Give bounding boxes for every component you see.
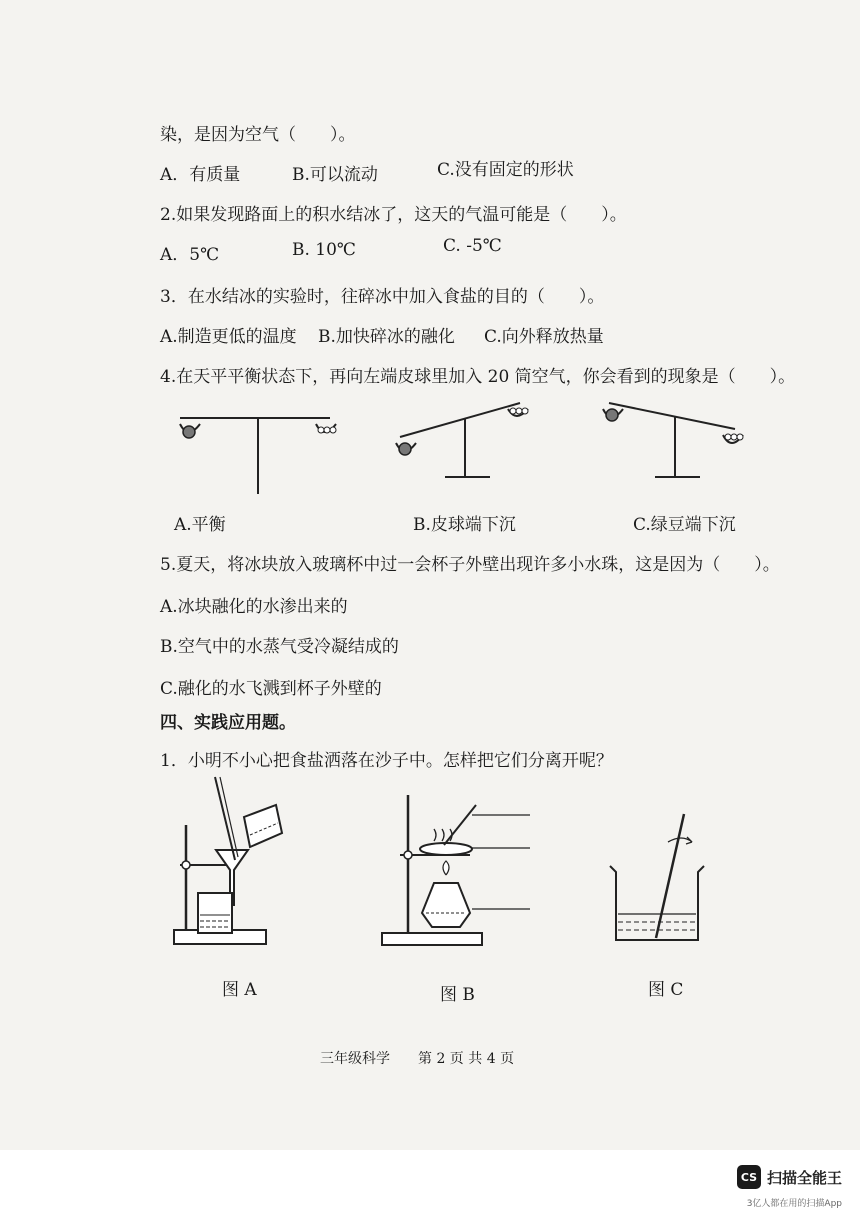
scanner-tagline: 3亿人都在用的扫描App [746,1199,842,1209]
option-c: C.融化的水飞溅到杯子外壁的 [160,679,382,699]
scanner-logo-icon: CS [737,1165,761,1189]
question-continuation: 染，是因为空气（ ）。 [160,125,356,145]
balance-figure-a [170,400,350,500]
question-2: 2.如果发现路面上的积水结冰了，这天的气温可能是（ ）。 [160,205,627,225]
figure-caption: 图 C [648,980,684,1000]
option-a: A．有质量 [160,165,241,185]
option-b: B.加快碎冰的融化 [318,327,455,347]
option-b: B.空气中的水蒸气受冷凝结成的 [160,637,399,657]
balance-figure-b [390,385,550,485]
option-c: C.绿豆端下沉 [633,515,736,535]
stirring-figure [606,810,716,950]
balance-figure-c [595,385,755,485]
filtration-figure [168,775,288,950]
scanner-brand-name: 扫描全能王 [766,1168,842,1187]
evaporation-figure [380,775,530,950]
question-4: 4.在天平平衡状态下，再向左端皮球里加入 20 筒空气，你会看到的现象是（ ）。 [160,367,796,387]
section-title: 四、实践应用题。 [160,713,296,733]
figure-caption: 图 A [222,980,257,1000]
option-a: A.平衡 [174,515,226,535]
page-footer: 三年级科学 第 2 页 共 4 页 [320,1051,515,1067]
option-a: A.冰块融化的水渗出来的 [160,597,348,617]
practice-question-1: 1．小明不小心把食盐洒落在沙子中。怎样把它们分离开呢？ [160,751,613,771]
option-a: A.制造更低的温度 [160,327,297,347]
option-c: C.向外释放热量 [484,327,604,347]
question-5: 5.夏天，将冰块放入玻璃杯中过一会杯子外壁出现许多小水珠，这是因为（ ）。 [160,555,780,575]
option-b: B.皮球端下沉 [413,515,516,535]
option-c: C.没有固定的形状 [437,160,574,180]
question-3: 3．在水结冰的实验时，往碎冰中加入食盐的目的（ ）。 [160,287,605,307]
option-b: B.可以流动 [292,165,378,185]
option-a: A．5℃ [160,245,220,265]
option-c: C. -5℃ [443,236,502,256]
scanner-watermark [737,1165,842,1189]
figure-caption: 图 B [440,985,475,1005]
option-b: B. 10℃ [292,240,356,260]
